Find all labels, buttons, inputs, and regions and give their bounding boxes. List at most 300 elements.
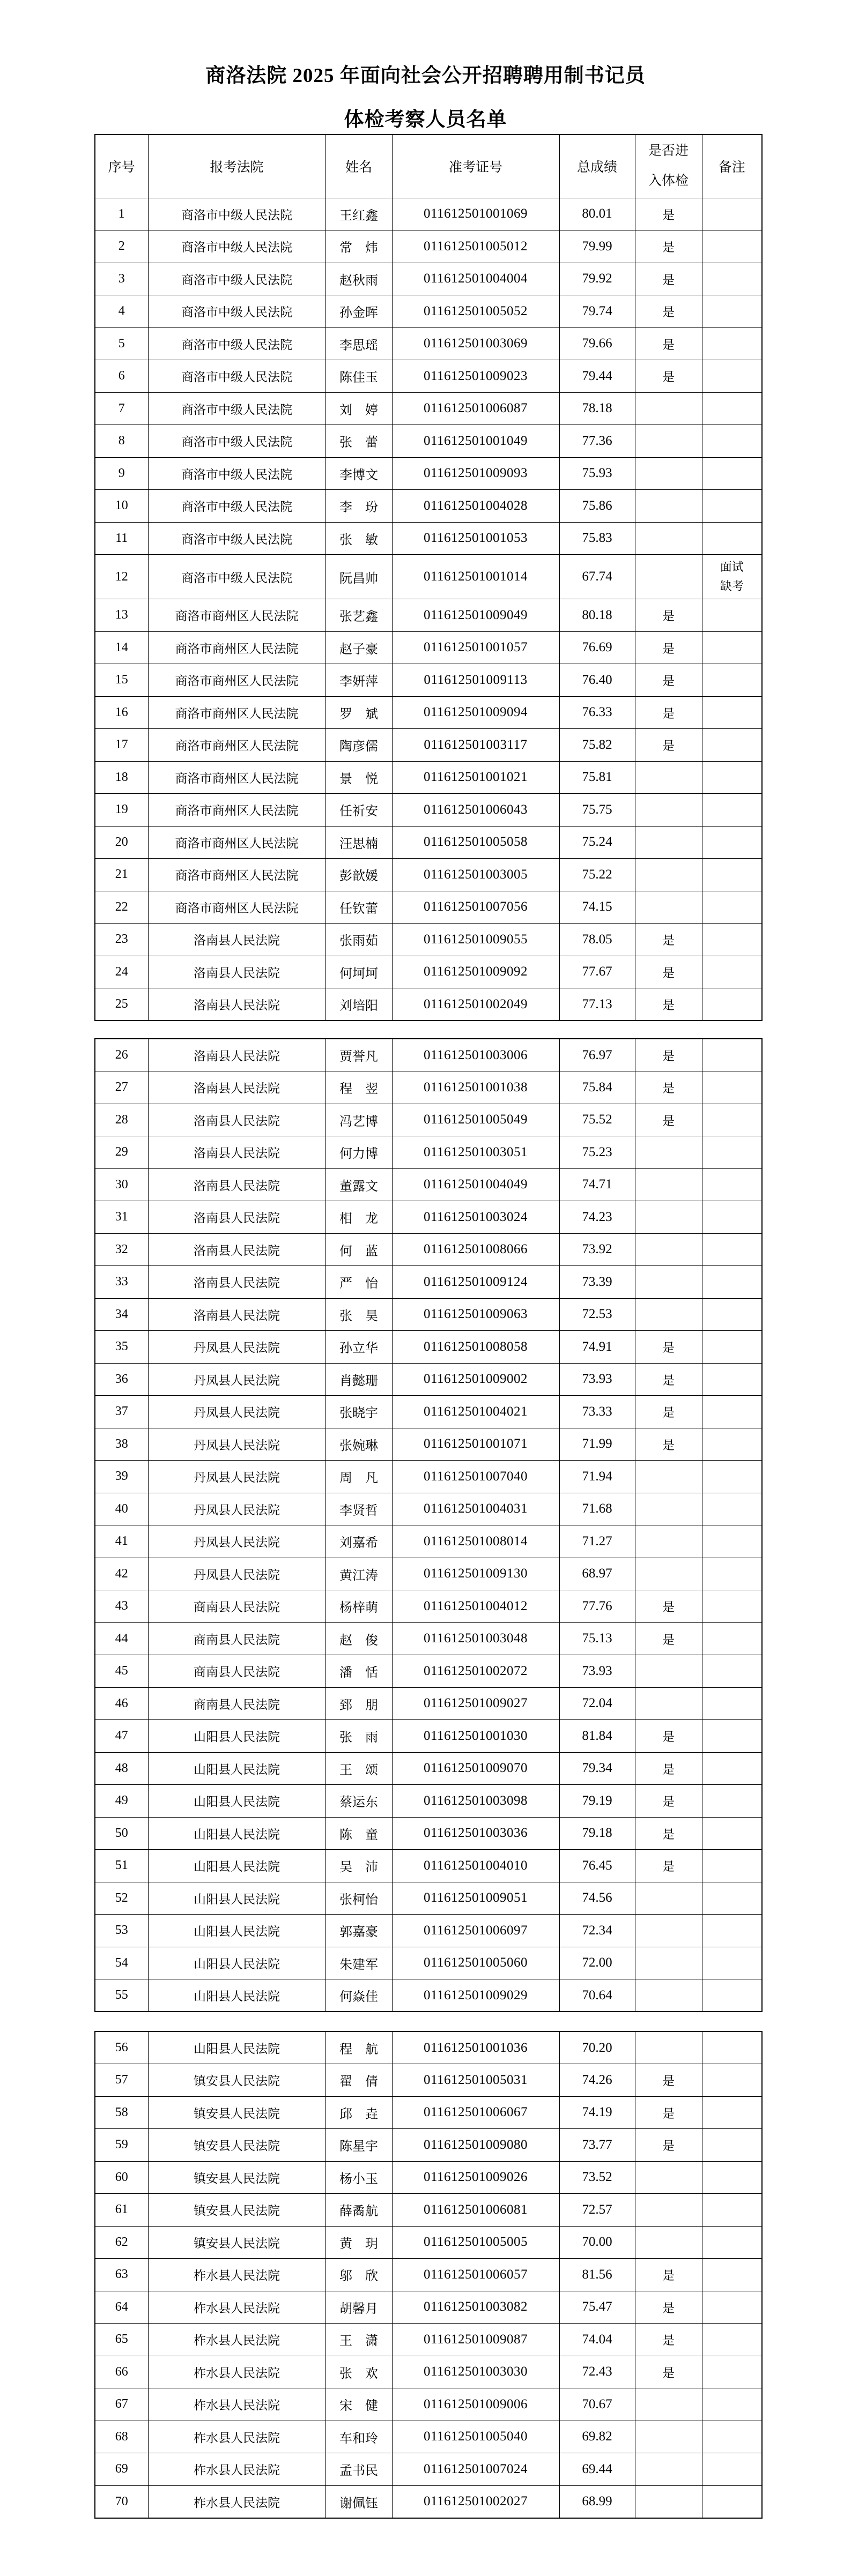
table-row bbox=[95, 2324, 762, 2356]
cell-ticket: 011612501009002 bbox=[392, 1363, 559, 1396]
cell-ticket: 011612501001038 bbox=[392, 1071, 559, 1104]
cell-medical-flag: 是 bbox=[635, 988, 702, 1021]
cell-name: 谢佩钰 bbox=[325, 2485, 392, 2518]
cell-serial: 57 bbox=[95, 2064, 148, 2097]
cell-score: 77.36 bbox=[559, 425, 635, 458]
cell-medical-flag: 是 bbox=[635, 1850, 702, 1882]
cell-court: 柞水县人民法院 bbox=[148, 2388, 325, 2421]
table-body-section-1 bbox=[95, 198, 762, 1021]
cell-medical-flag: 是 bbox=[635, 2259, 702, 2291]
cell-serial: 37 bbox=[95, 1396, 148, 1428]
table-row bbox=[95, 924, 762, 956]
cell-court: 镇安县人民法院 bbox=[148, 2194, 325, 2227]
cell-remark bbox=[702, 198, 762, 230]
cell-score: 76.97 bbox=[559, 1039, 635, 1071]
cell-serial: 35 bbox=[95, 1331, 148, 1364]
cell-ticket: 011612501001053 bbox=[392, 522, 559, 555]
cell-score: 73.52 bbox=[559, 2161, 635, 2194]
cell-medical-flag: 是 bbox=[635, 1590, 702, 1623]
cell-court: 商洛市中级人民法院 bbox=[148, 392, 325, 425]
cell-medical-flag: 是 bbox=[635, 924, 702, 956]
cell-court: 柞水县人民法院 bbox=[148, 2453, 325, 2486]
table-row bbox=[95, 1428, 762, 1461]
cell-medical-flag: 是 bbox=[635, 2064, 702, 2097]
cell-medical-flag bbox=[635, 1558, 702, 1590]
cell-serial: 46 bbox=[95, 1687, 148, 1720]
column-header-name: 姓名 bbox=[325, 135, 392, 198]
cell-name: 陈佳玉 bbox=[325, 360, 392, 393]
table-header bbox=[95, 135, 762, 198]
cell-ticket: 011612501009063 bbox=[392, 1298, 559, 1331]
cell-medical-flag: 是 bbox=[635, 696, 702, 729]
cell-name: 张 雨 bbox=[325, 1720, 392, 1753]
cell-score: 75.84 bbox=[559, 1071, 635, 1104]
cell-medical-flag bbox=[635, 392, 702, 425]
cell-remark bbox=[702, 599, 762, 632]
cell-serial: 62 bbox=[95, 2226, 148, 2259]
cell-remark bbox=[702, 457, 762, 490]
cell-score: 70.64 bbox=[559, 1979, 635, 2012]
cell-medical-flag: 是 bbox=[635, 599, 702, 632]
cell-ticket: 011612501005049 bbox=[392, 1104, 559, 1136]
cell-court: 柞水县人民法院 bbox=[148, 2356, 325, 2388]
cell-name: 张 蕾 bbox=[325, 425, 392, 458]
cell-score: 74.26 bbox=[559, 2064, 635, 2097]
cell-serial: 4 bbox=[95, 295, 148, 328]
cell-score: 76.45 bbox=[559, 1850, 635, 1882]
cell-name: 邱 垚 bbox=[325, 2096, 392, 2129]
cell-name: 罗 斌 bbox=[325, 696, 392, 729]
cell-score: 73.93 bbox=[559, 1363, 635, 1396]
table-row bbox=[95, 2096, 762, 2129]
cell-remark bbox=[702, 2485, 762, 2518]
table-row bbox=[95, 2485, 762, 2518]
cell-remark bbox=[702, 1622, 762, 1655]
cell-remark bbox=[702, 490, 762, 523]
cell-serial: 15 bbox=[95, 664, 148, 697]
table-row bbox=[95, 2064, 762, 2097]
cell-ticket: 011612501005058 bbox=[392, 826, 559, 859]
cell-remark bbox=[702, 2291, 762, 2324]
table-row bbox=[95, 2259, 762, 2291]
cell-serial: 20 bbox=[95, 826, 148, 859]
cell-name: 翟 倩 bbox=[325, 2064, 392, 2097]
cell-court: 商洛市中级人民法院 bbox=[148, 555, 325, 599]
cell-score: 72.04 bbox=[559, 1687, 635, 1720]
cell-serial: 19 bbox=[95, 794, 148, 827]
cell-medical-flag: 是 bbox=[635, 2291, 702, 2324]
remark-text: 面试缺考 bbox=[720, 560, 744, 593]
cell-court: 商南县人民法院 bbox=[148, 1687, 325, 1720]
cell-ticket: 011612501002072 bbox=[392, 1655, 559, 1688]
cell-serial: 28 bbox=[95, 1104, 148, 1136]
table-row bbox=[95, 2194, 762, 2227]
cell-ticket: 011612501006057 bbox=[392, 2259, 559, 2291]
cell-serial: 56 bbox=[95, 2031, 148, 2064]
cell-remark bbox=[702, 2453, 762, 2486]
table-row bbox=[95, 1979, 762, 2012]
cell-remark bbox=[702, 1201, 762, 1234]
cell-name: 张雨茹 bbox=[325, 924, 392, 956]
roster-table-page-3 bbox=[94, 2031, 763, 2519]
table-row bbox=[95, 198, 762, 230]
cell-serial: 29 bbox=[95, 1136, 148, 1169]
cell-remark bbox=[702, 891, 762, 924]
cell-medical-flag: 是 bbox=[635, 1071, 702, 1104]
cell-remark bbox=[702, 1525, 762, 1558]
cell-medical-flag bbox=[635, 490, 702, 523]
cell-ticket: 011612501003082 bbox=[392, 2291, 559, 2324]
table-row bbox=[95, 1136, 762, 1169]
cell-medical-flag: 是 bbox=[635, 1039, 702, 1071]
cell-serial: 23 bbox=[95, 924, 148, 956]
cell-court: 商洛市商州区人民法院 bbox=[148, 859, 325, 891]
cell-ticket: 011612501005040 bbox=[392, 2421, 559, 2453]
cell-medical-flag bbox=[635, 1461, 702, 1493]
cell-score: 81.56 bbox=[559, 2259, 635, 2291]
cell-serial: 45 bbox=[95, 1655, 148, 1688]
cell-medical-flag bbox=[635, 1168, 702, 1201]
cell-remark bbox=[702, 1752, 762, 1785]
cell-serial: 47 bbox=[95, 1720, 148, 1753]
table-row bbox=[95, 988, 762, 1021]
cell-court: 丹凤县人民法院 bbox=[148, 1363, 325, 1396]
table-row bbox=[95, 1882, 762, 1915]
table-row bbox=[95, 1298, 762, 1331]
table-row bbox=[95, 1071, 762, 1104]
cell-serial: 55 bbox=[95, 1979, 148, 2012]
cell-remark bbox=[702, 1817, 762, 1850]
cell-serial: 63 bbox=[95, 2259, 148, 2291]
cell-name: 王 颂 bbox=[325, 1752, 392, 1785]
cell-court: 商洛市商州区人民法院 bbox=[148, 826, 325, 859]
cell-score: 74.71 bbox=[559, 1168, 635, 1201]
table-row bbox=[95, 2356, 762, 2388]
cell-name: 李博文 bbox=[325, 457, 392, 490]
cell-ticket: 011612501009026 bbox=[392, 2161, 559, 2194]
cell-score: 75.52 bbox=[559, 1104, 635, 1136]
table-row bbox=[95, 1817, 762, 1850]
cell-court: 镇安县人民法院 bbox=[148, 2161, 325, 2194]
cell-remark bbox=[702, 2194, 762, 2227]
cell-score: 68.97 bbox=[559, 1558, 635, 1590]
cell-serial: 6 bbox=[95, 360, 148, 393]
cell-medical-flag: 是 bbox=[635, 631, 702, 664]
cell-ticket: 011612501006081 bbox=[392, 2194, 559, 2227]
cell-serial: 69 bbox=[95, 2453, 148, 2486]
cell-ticket: 011612501001036 bbox=[392, 2031, 559, 2064]
cell-score: 71.94 bbox=[559, 1461, 635, 1493]
cell-serial: 14 bbox=[95, 631, 148, 664]
table-row bbox=[95, 794, 762, 827]
cell-serial: 3 bbox=[95, 263, 148, 295]
cell-serial: 22 bbox=[95, 891, 148, 924]
cell-name: 贾誉凡 bbox=[325, 1039, 392, 1071]
cell-remark bbox=[702, 1785, 762, 1818]
cell-score: 78.05 bbox=[559, 924, 635, 956]
cell-serial: 32 bbox=[95, 1233, 148, 1266]
cell-serial: 53 bbox=[95, 1915, 148, 1947]
cell-remark bbox=[702, 230, 762, 263]
cell-ticket: 011612501004021 bbox=[392, 1396, 559, 1428]
cell-score: 73.77 bbox=[559, 2129, 635, 2162]
cell-court: 商洛市中级人民法院 bbox=[148, 198, 325, 230]
cell-score: 77.67 bbox=[559, 956, 635, 988]
table-row bbox=[95, 1396, 762, 1428]
cell-name: 陶彦儒 bbox=[325, 729, 392, 762]
cell-serial: 51 bbox=[95, 1850, 148, 1882]
cell-court: 商洛市中级人民法院 bbox=[148, 425, 325, 458]
cell-remark bbox=[702, 2096, 762, 2129]
cell-score: 72.53 bbox=[559, 1298, 635, 1331]
cell-remark bbox=[702, 1558, 762, 1590]
cell-name: 杨小玉 bbox=[325, 2161, 392, 2194]
cell-score: 72.43 bbox=[559, 2356, 635, 2388]
cell-score: 70.67 bbox=[559, 2388, 635, 2421]
cell-serial: 52 bbox=[95, 1882, 148, 1915]
table-row bbox=[95, 1104, 762, 1136]
cell-serial: 17 bbox=[95, 729, 148, 762]
table-row bbox=[95, 457, 762, 490]
cell-name: 周 凡 bbox=[325, 1461, 392, 1493]
cell-court: 丹凤县人民法院 bbox=[148, 1525, 325, 1558]
cell-court: 山阳县人民法院 bbox=[148, 1979, 325, 2012]
cell-serial: 8 bbox=[95, 425, 148, 458]
cell-serial: 34 bbox=[95, 1298, 148, 1331]
cell-score: 76.69 bbox=[559, 631, 635, 664]
table-row bbox=[95, 425, 762, 458]
cell-remark bbox=[702, 263, 762, 295]
cell-ticket: 011612501004049 bbox=[392, 1168, 559, 1201]
cell-remark bbox=[702, 1233, 762, 1266]
cell-ticket: 011612501003006 bbox=[392, 1039, 559, 1071]
cell-remark bbox=[702, 1687, 762, 1720]
cell-score: 75.24 bbox=[559, 826, 635, 859]
cell-score: 75.82 bbox=[559, 729, 635, 762]
cell-serial: 26 bbox=[95, 1039, 148, 1071]
table-row bbox=[95, 2031, 762, 2064]
cell-score: 73.33 bbox=[559, 1396, 635, 1428]
cell-serial: 27 bbox=[95, 1071, 148, 1104]
cell-name: 张柯怡 bbox=[325, 1882, 392, 1915]
cell-medical-flag: 是 bbox=[635, 198, 702, 230]
table-row bbox=[95, 1525, 762, 1558]
cell-medical-flag bbox=[635, 859, 702, 891]
cell-score: 67.74 bbox=[559, 555, 635, 599]
cell-score: 78.18 bbox=[559, 392, 635, 425]
cell-court: 洛南县人民法院 bbox=[148, 956, 325, 988]
cell-ticket: 011612501003030 bbox=[392, 2356, 559, 2388]
cell-name: 蔡运东 bbox=[325, 1785, 392, 1818]
cell-court: 洛南县人民法院 bbox=[148, 1201, 325, 1234]
cell-serial: 30 bbox=[95, 1168, 148, 1201]
cell-name: 郭嘉豪 bbox=[325, 1915, 392, 1947]
cell-remark bbox=[702, 1493, 762, 1525]
cell-medical-flag bbox=[635, 761, 702, 794]
cell-court: 柞水县人民法院 bbox=[148, 2485, 325, 2518]
cell-court: 商洛市商州区人民法院 bbox=[148, 729, 325, 762]
cell-name: 李妍萍 bbox=[325, 664, 392, 697]
table-row bbox=[95, 1266, 762, 1299]
cell-medical-flag bbox=[635, 2161, 702, 2194]
cell-remark bbox=[702, 2161, 762, 2194]
cell-ticket: 011612501001014 bbox=[392, 555, 559, 599]
cell-serial: 70 bbox=[95, 2485, 148, 2518]
cell-score: 75.23 bbox=[559, 1136, 635, 1169]
cell-court: 镇安县人民法院 bbox=[148, 2064, 325, 2097]
cell-ticket: 011612501002027 bbox=[392, 2485, 559, 2518]
cell-remark bbox=[702, 522, 762, 555]
cell-name: 孟书民 bbox=[325, 2453, 392, 2486]
cell-ticket: 011612501007056 bbox=[392, 891, 559, 924]
cell-court: 山阳县人民法院 bbox=[148, 1947, 325, 1979]
cell-score: 79.92 bbox=[559, 263, 635, 295]
cell-score: 74.91 bbox=[559, 1331, 635, 1364]
cell-ticket: 011612501003048 bbox=[392, 1622, 559, 1655]
cell-remark bbox=[702, 425, 762, 458]
cell-serial: 25 bbox=[95, 988, 148, 1021]
cell-medical-flag: 是 bbox=[635, 1363, 702, 1396]
table-row bbox=[95, 1558, 762, 1590]
cell-ticket: 011612501009049 bbox=[392, 599, 559, 632]
cell-name: 张婉琳 bbox=[325, 1428, 392, 1461]
cell-ticket: 011612501001030 bbox=[392, 1720, 559, 1753]
cell-court: 丹凤县人民法院 bbox=[148, 1558, 325, 1590]
cell-remark bbox=[702, 1363, 762, 1396]
cell-name: 郅 朋 bbox=[325, 1687, 392, 1720]
cell-score: 74.15 bbox=[559, 891, 635, 924]
cell-score: 75.93 bbox=[559, 457, 635, 490]
cell-medical-flag bbox=[635, 794, 702, 827]
cell-score: 79.74 bbox=[559, 295, 635, 328]
roster-table-page-1 bbox=[94, 134, 763, 1021]
cell-court: 商洛市商州区人民法院 bbox=[148, 761, 325, 794]
cell-score: 73.39 bbox=[559, 1266, 635, 1299]
cell-serial: 13 bbox=[95, 599, 148, 632]
cell-score: 75.83 bbox=[559, 522, 635, 555]
table-row bbox=[95, 263, 762, 295]
cell-serial: 54 bbox=[95, 1947, 148, 1979]
cell-name: 任钦蕾 bbox=[325, 891, 392, 924]
cell-court: 山阳县人民法院 bbox=[148, 1720, 325, 1753]
table-row bbox=[95, 1493, 762, 1525]
cell-serial: 67 bbox=[95, 2388, 148, 2421]
cell-court: 商洛市中级人民法院 bbox=[148, 263, 325, 295]
cell-ticket: 011612501006043 bbox=[392, 794, 559, 827]
cell-name: 薛矞航 bbox=[325, 2194, 392, 2227]
cell-court: 丹凤县人民法院 bbox=[148, 1396, 325, 1428]
cell-serial: 31 bbox=[95, 1201, 148, 1234]
cell-medical-flag bbox=[635, 425, 702, 458]
cell-name: 刘嘉希 bbox=[325, 1525, 392, 1558]
cell-remark bbox=[702, 295, 762, 328]
cell-remark bbox=[702, 1331, 762, 1364]
cell-serial: 65 bbox=[95, 2324, 148, 2356]
cell-ticket: 011612501001021 bbox=[392, 761, 559, 794]
cell-name: 彭歆媛 bbox=[325, 859, 392, 891]
cell-court: 商洛市中级人民法院 bbox=[148, 457, 325, 490]
cell-medical-flag bbox=[635, 2194, 702, 2227]
table-row bbox=[95, 696, 762, 729]
cell-score: 79.66 bbox=[559, 327, 635, 360]
cell-ticket: 011612501006087 bbox=[392, 392, 559, 425]
cell-remark bbox=[702, 1590, 762, 1623]
cell-ticket: 011612501009094 bbox=[392, 696, 559, 729]
cell-court: 洛南县人民法院 bbox=[148, 1104, 325, 1136]
cell-score: 72.00 bbox=[559, 1947, 635, 1979]
cell-ticket: 011612501003117 bbox=[392, 729, 559, 762]
cell-name: 黄 玥 bbox=[325, 2226, 392, 2259]
cell-score: 73.93 bbox=[559, 1655, 635, 1688]
table-row bbox=[95, 1331, 762, 1364]
cell-score: 71.99 bbox=[559, 1428, 635, 1461]
cell-medical-flag bbox=[635, 1201, 702, 1234]
cell-ticket: 011612501003036 bbox=[392, 1817, 559, 1850]
table-row bbox=[95, 2453, 762, 2486]
cell-name: 何 蓝 bbox=[325, 1233, 392, 1266]
cell-ticket: 011612501009027 bbox=[392, 1687, 559, 1720]
table-row bbox=[95, 230, 762, 263]
cell-remark bbox=[702, 1039, 762, 1071]
cell-serial: 16 bbox=[95, 696, 148, 729]
table-row bbox=[95, 327, 762, 360]
cell-name: 车和玲 bbox=[325, 2421, 392, 2453]
cell-court: 商洛市商州区人民法院 bbox=[148, 664, 325, 697]
cell-name: 何焱佳 bbox=[325, 1979, 392, 2012]
cell-medical-flag: 是 bbox=[635, 1428, 702, 1461]
cell-medical-flag bbox=[635, 2031, 702, 2064]
cell-medical-flag bbox=[635, 1266, 702, 1299]
cell-ticket: 011612501009130 bbox=[392, 1558, 559, 1590]
cell-court: 商洛市中级人民法院 bbox=[148, 230, 325, 263]
cell-ticket: 011612501006097 bbox=[392, 1915, 559, 1947]
cell-name: 董露文 bbox=[325, 1168, 392, 1201]
cell-remark bbox=[702, 1266, 762, 1299]
cell-medical-flag: 是 bbox=[635, 327, 702, 360]
cell-medical-flag bbox=[635, 1136, 702, 1169]
roster-table-page-2 bbox=[94, 1038, 763, 2012]
cell-score: 74.23 bbox=[559, 1201, 635, 1234]
cell-remark bbox=[702, 826, 762, 859]
cell-score: 79.44 bbox=[559, 360, 635, 393]
cell-remark bbox=[702, 2226, 762, 2259]
cell-court: 山阳县人民法院 bbox=[148, 1785, 325, 1818]
cell-court: 山阳县人民法院 bbox=[148, 1850, 325, 1882]
table-row bbox=[95, 1363, 762, 1396]
cell-ticket: 011612501008058 bbox=[392, 1331, 559, 1364]
table-row bbox=[95, 1590, 762, 1623]
cell-name: 张 敏 bbox=[325, 522, 392, 555]
cell-serial: 9 bbox=[95, 457, 148, 490]
cell-score: 75.86 bbox=[559, 490, 635, 523]
cell-score: 71.27 bbox=[559, 1525, 635, 1558]
cell-ticket: 011612501003024 bbox=[392, 1201, 559, 1234]
cell-medical-flag: 是 bbox=[635, 2356, 702, 2388]
cell-serial: 43 bbox=[95, 1590, 148, 1623]
cell-serial: 50 bbox=[95, 1817, 148, 1850]
cell-ticket: 011612501003069 bbox=[392, 327, 559, 360]
cell-serial: 21 bbox=[95, 859, 148, 891]
cell-ticket: 011612501003051 bbox=[392, 1136, 559, 1169]
cell-remark bbox=[702, 1136, 762, 1169]
cell-serial: 1 bbox=[95, 198, 148, 230]
cell-medical-flag bbox=[635, 826, 702, 859]
cell-score: 69.82 bbox=[559, 2421, 635, 2453]
cell-score: 77.76 bbox=[559, 1590, 635, 1623]
cell-ticket: 011612501009055 bbox=[392, 924, 559, 956]
cell-score: 75.81 bbox=[559, 761, 635, 794]
cell-medical-flag: 是 bbox=[635, 295, 702, 328]
